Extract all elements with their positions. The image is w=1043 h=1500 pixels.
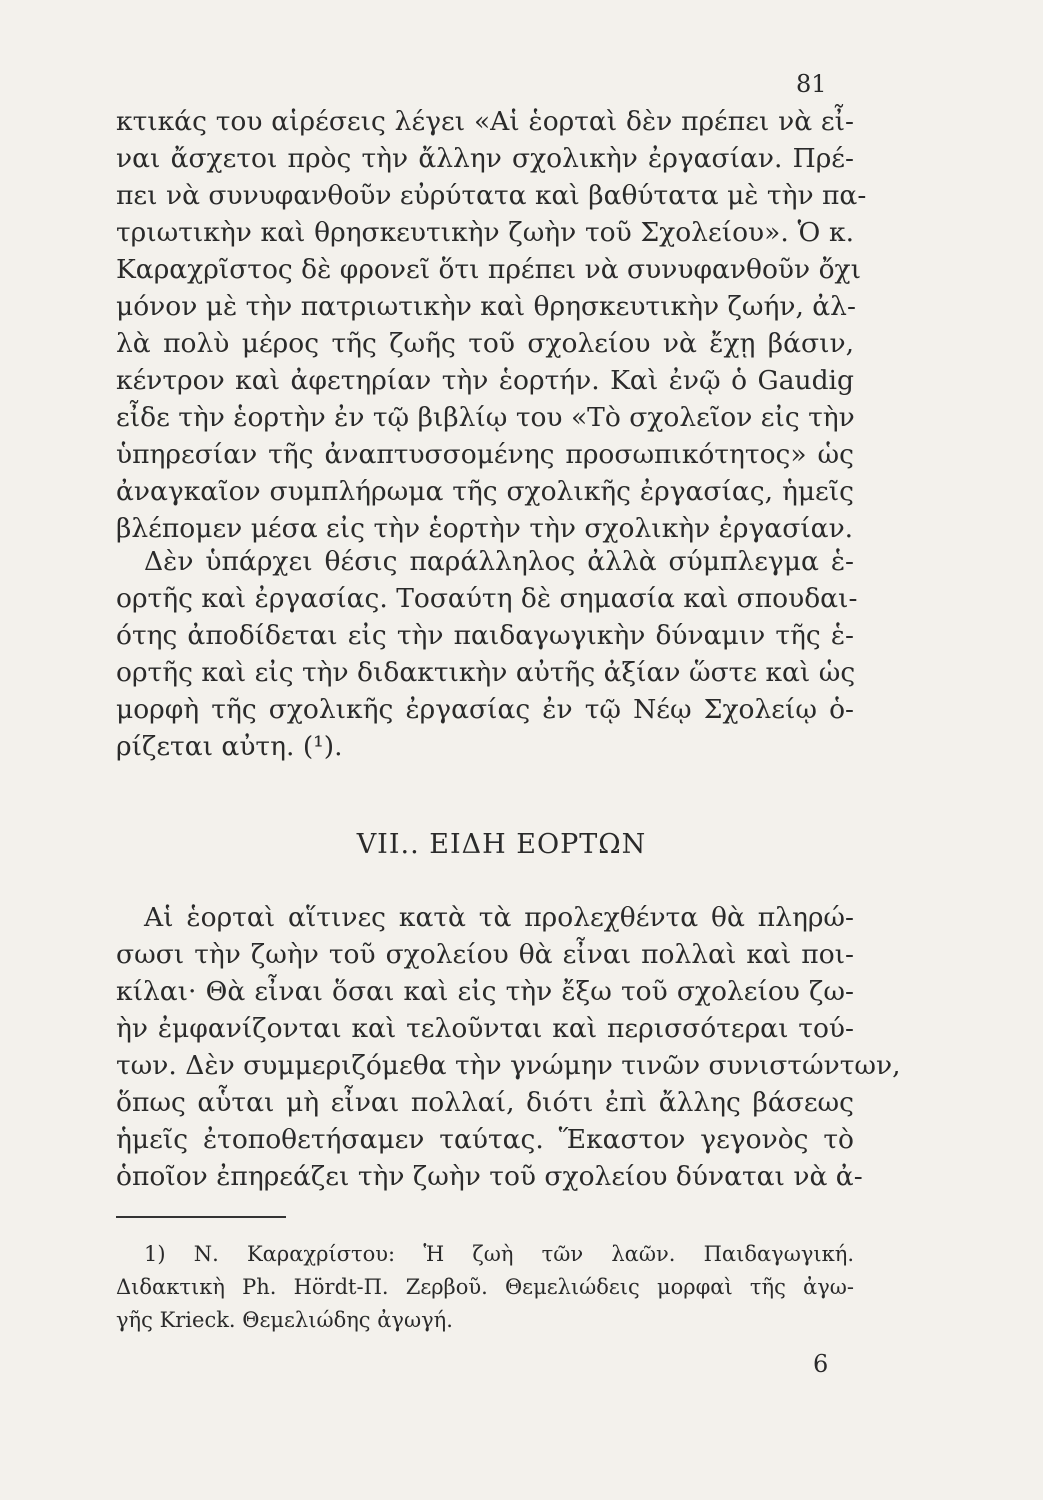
text-line: πει νὰ συνυφανθοῦν εὐρύτατα καὶ βαθύτατα μὲ τὴν πα- [116,180,867,211]
text-line: ὁποῖον ἐπηρεάζει τὴν ζωὴν τοῦ σχολείου δύναται νὰ ἀ- [116,1161,863,1192]
footnote-divider [116,1216,286,1218]
text-line: ὑπηρεσίαν τῆς ἀναπτυσσομένης προσωπικότητος» ὡς [116,439,854,470]
text-line: ορτῆς καὶ εἰς τὴν διδακτικὴν αὐτῆς ἀξίαν ὥστε καὶ ὡς [116,657,856,688]
text-line: κίλαι· Θὰ εἶναι ὅσαι καὶ εἰς τὴν ἔξω τοῦ σχολείου ζω- [116,976,854,1007]
paragraph-1 [116,103,867,547]
text-line: των. Δὲν συμμεριζόμεθα τὴν γνώμην τινῶν συνιστώντων, [116,1050,901,1081]
text-line: σωσι τὴν ζωὴν τοῦ σχολείου θὰ εἶναι πολλαὶ καὶ ποι- [116,939,854,970]
footnote-line: 1) Ν. Καραχρίστου: Ἡ ζωὴ τῶν λαῶν. Παιδαγωγική. [144,1242,854,1266]
signature-mark: 6 [813,1350,829,1378]
text-line: τριωτικὴν καὶ θρησκευτικὴν ζωὴν τοῦ Σχολείου». Ὁ κ. [116,217,854,248]
text-line: κέντρον καὶ ἀφετηρίαν τὴν ἑορτήν. Καὶ ἐνῷ ὁ Gaudig [116,365,854,396]
text-line: ρίζεται αὐτη. (¹). [116,731,343,762]
footnote-line: γῆς Krieck. Θεμελιώδης ἀγωγή. [116,1308,453,1332]
page-number: 81 [796,70,827,98]
text-line: ὴν ἐμφανίζονται καὶ τελοῦνται καὶ περισσότεραι τού- [116,1013,854,1044]
paragraph-2 [116,543,858,765]
text-line: ὅπως αὗται μὴ εἶναι πολλαί, διότι ἐπὶ ἄλλης βάσεως [116,1087,854,1118]
text-line: ότης ἀποδίδεται εἰς τὴν παιδαγωγικὴν δύναμιν τῆς ἑ- [116,620,854,651]
text-line: ναι ἄσχετοι πρὸς τὴν ἄλλην σχολικὴν ἐργασίαν. Πρέ- [116,143,854,174]
paragraph-3 [116,899,901,1195]
text-line: Καραχρῖστος δὲ φρονεῖ ὅτι πρέπει νὰ συνυφανθοῦν ὄχι [116,254,861,285]
text-line: μορφὴ τῆς σχολικῆς ἐργασίας ἐν τῷ Νέῳ Σχολείῳ ὁ- [116,694,854,725]
section-heading-text: VII.. ΕΙΔΗ ΕΟΡΤΩΝ [356,829,647,860]
text-line: ορτῆς καὶ ἐργασίας. Τοσαύτη δὲ σημασία καὶ σπουδαι- [116,583,858,614]
text-line: ἀναγκαῖον συμπλήρωμα τῆς σχολικῆς ἐργασίας, ἡμεῖς [116,476,854,507]
text-line: λὰ πολὺ μέρος τῆς ζωῆς τοῦ σχολείου νὰ ἔχῃ βάσιν, [116,328,854,359]
text-line: εἶδε τὴν ἑορτὴν ἐν τῷ βιβλίῳ του «Τὸ σχολεῖον εἰς τὴν [116,402,855,433]
text-line: Αἱ ἑορταὶ αἵτινες κατὰ τὰ προλεχθέντα θὰ πληρώ- [144,902,854,933]
text-line: ἡμεῖς ἐτοποθετήσαμεν ταύτας. Ἕκαστον γεγονὸς τὸ [116,1124,854,1155]
text-line: κτικάς του αἱρέσεις λέγει «Αἱ ἑορταὶ δὲν πρέπει νὰ εἶ- [116,106,854,137]
text-line: βλέπομεν μέσα εἰς τὴν ἑορτὴν τὴν σχολικὴν ἐργασίαν. [116,513,854,544]
text-line: μόνον μὲ τὴν πατριωτικὴν καὶ θρησκευτικὴν ζωήν, ἀλ- [116,291,856,322]
footnote [116,1238,854,1337]
footnote-line: Διδακτικὴ Ph. Hördt-Π. Ζερβοῦ. Θεμελιώδεις μορφαὶ τῆς ἀγω- [116,1275,854,1299]
section-heading [0,826,1043,863]
text-line: Δὲν ὑπάρχει θέσις παράλληλος ἀλλὰ σύμπλεγμα ἑ- [144,546,854,577]
